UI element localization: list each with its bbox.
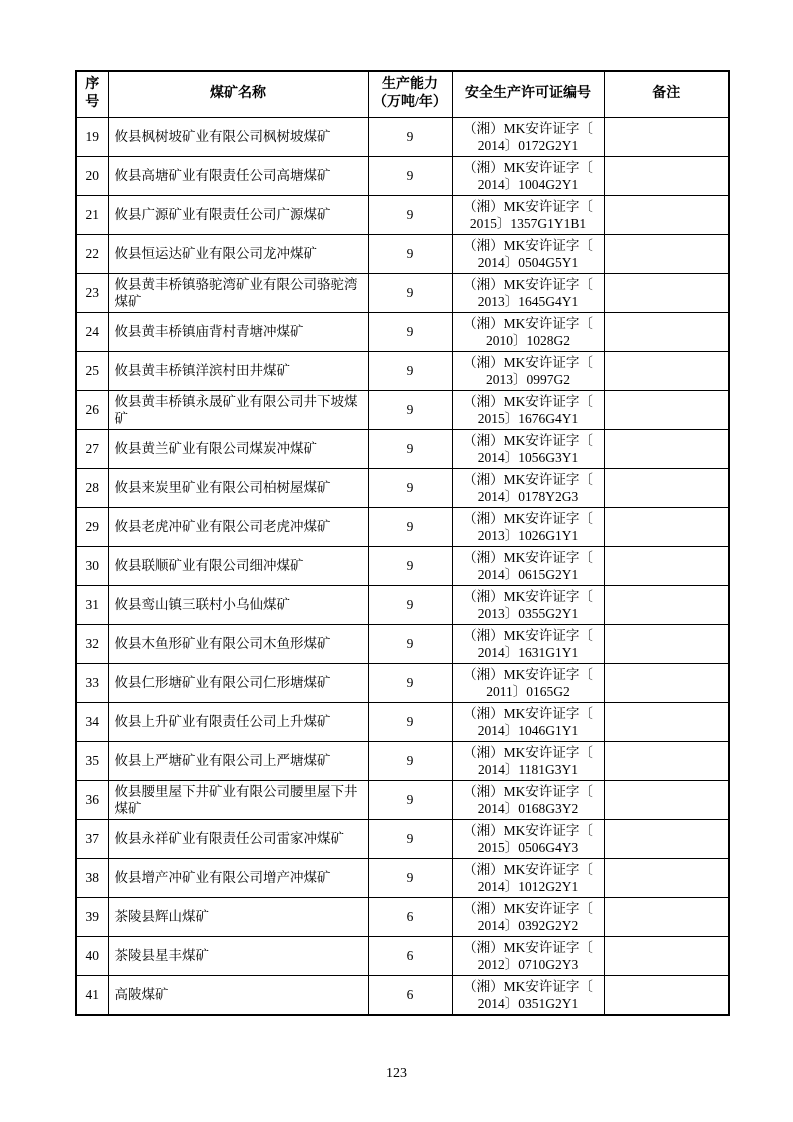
cell-mine-name: 攸县仁形塘矿业有限公司仁形塘煤矿 xyxy=(108,663,368,702)
page-number: 123 xyxy=(386,1066,407,1081)
cell-mine-name: 茶陵县星丰煤矿 xyxy=(108,936,368,975)
cell-serial-number: 39 xyxy=(76,897,108,936)
cell-serial-number: 36 xyxy=(76,780,108,819)
table-row xyxy=(76,273,729,312)
cell-mine-name: 攸县黄丰桥镇洋滨村田井煤矿 xyxy=(108,351,368,390)
header-mine-name: 煤矿名称 xyxy=(108,71,368,117)
cell-serial-number: 24 xyxy=(76,312,108,351)
cell-remark xyxy=(604,312,729,351)
table-row xyxy=(76,234,729,273)
cell-remark xyxy=(604,819,729,858)
cell-mine-name: 茶陵县辉山煤矿 xyxy=(108,897,368,936)
cell-capacity: 9 xyxy=(368,273,452,312)
table-row xyxy=(76,351,729,390)
cell-remark xyxy=(604,351,729,390)
cell-serial-number: 41 xyxy=(76,975,108,1015)
table-row xyxy=(76,975,729,1015)
cell-capacity: 9 xyxy=(368,507,452,546)
cell-license-number: （湘）MK安许证字〔 2014〕0351G2Y1 xyxy=(452,975,604,1015)
cell-license-number: （湘）MK安许证字〔 2014〕1056G3Y1 xyxy=(452,429,604,468)
cell-mine-name: 攸县腰里屋下井矿业有限公司腰里屋下井煤矿 xyxy=(108,780,368,819)
cell-license-number: （湘）MK安许证字〔 2014〕0178Y2G3 xyxy=(452,468,604,507)
cell-license-number: （湘）MK安许证字〔 2014〕1046G1Y1 xyxy=(452,702,604,741)
cell-serial-number: 37 xyxy=(76,819,108,858)
table-row xyxy=(76,312,729,351)
cell-license-number: （湘）MK安许证字〔 2014〕0172G2Y1 xyxy=(452,117,604,156)
cell-remark xyxy=(604,741,729,780)
table-row xyxy=(76,663,729,702)
cell-capacity: 9 xyxy=(368,351,452,390)
cell-license-number: （湘）MK安许证字〔 2013〕1645G4Y1 xyxy=(452,273,604,312)
cell-capacity: 6 xyxy=(368,936,452,975)
cell-capacity: 9 xyxy=(368,858,452,897)
cell-mine-name: 攸县枫树坡矿业有限公司枫树坡煤矿 xyxy=(108,117,368,156)
cell-remark xyxy=(604,234,729,273)
cell-remark xyxy=(604,117,729,156)
cell-capacity: 9 xyxy=(368,234,452,273)
table-row xyxy=(76,819,729,858)
cell-mine-name: 攸县木鱼形矿业有限公司木鱼形煤矿 xyxy=(108,624,368,663)
cell-license-number: （湘）MK安许证字〔 2014〕1012G2Y1 xyxy=(452,858,604,897)
table-row xyxy=(76,117,729,156)
cell-capacity: 9 xyxy=(368,312,452,351)
table-row xyxy=(76,468,729,507)
header-serial-number: 序号 xyxy=(76,71,108,117)
cell-license-number: （湘）MK安许证字〔 2015〕1676G4Y1 xyxy=(452,390,604,429)
cell-capacity: 9 xyxy=(368,195,452,234)
cell-license-number: （湘）MK安许证字〔 2014〕1004G2Y1 xyxy=(452,156,604,195)
cell-mine-name: 攸县黄兰矿业有限公司煤炭冲煤矿 xyxy=(108,429,368,468)
table-header-row xyxy=(76,71,729,117)
table-row xyxy=(76,897,729,936)
cell-capacity: 9 xyxy=(368,780,452,819)
cell-capacity: 9 xyxy=(368,702,452,741)
cell-remark xyxy=(604,936,729,975)
cell-mine-name: 攸县老虎冲矿业有限公司老虎冲煤矿 xyxy=(108,507,368,546)
cell-capacity: 9 xyxy=(368,429,452,468)
table-row xyxy=(76,624,729,663)
cell-remark xyxy=(604,429,729,468)
cell-mine-name: 攸县鸾山镇三联村小乌仙煤矿 xyxy=(108,585,368,624)
cell-license-number: （湘）MK安许证字〔 2014〕1631G1Y1 xyxy=(452,624,604,663)
cell-mine-name: 攸县黄丰桥镇庙背村青塘冲煤矿 xyxy=(108,312,368,351)
cell-mine-name: 攸县上严塘矿业有限公司上严塘煤矿 xyxy=(108,741,368,780)
table-row xyxy=(76,780,729,819)
cell-remark xyxy=(604,390,729,429)
cell-serial-number: 32 xyxy=(76,624,108,663)
table-row xyxy=(76,585,729,624)
cell-license-number: （湘）MK安许证字〔 2011〕0165G2 xyxy=(452,663,604,702)
cell-remark xyxy=(604,546,729,585)
cell-remark xyxy=(604,975,729,1015)
cell-remark xyxy=(604,858,729,897)
cell-license-number: （湘）MK安许证字〔 2014〕1181G3Y1 xyxy=(452,741,604,780)
cell-remark xyxy=(604,897,729,936)
cell-capacity: 9 xyxy=(368,546,452,585)
cell-capacity: 9 xyxy=(368,741,452,780)
cell-capacity: 9 xyxy=(368,663,452,702)
cell-license-number: （湘）MK安许证字〔 2010〕1028G2 xyxy=(452,312,604,351)
table-row xyxy=(76,507,729,546)
cell-remark xyxy=(604,273,729,312)
header-remark: 备注 xyxy=(604,71,729,117)
table-row xyxy=(76,858,729,897)
cell-license-number: （湘）MK安许证字〔 2014〕0392G2Y2 xyxy=(452,897,604,936)
cell-serial-number: 22 xyxy=(76,234,108,273)
cell-capacity: 6 xyxy=(368,975,452,1015)
cell-serial-number: 31 xyxy=(76,585,108,624)
cell-capacity: 9 xyxy=(368,468,452,507)
cell-serial-number: 19 xyxy=(76,117,108,156)
cell-capacity: 9 xyxy=(368,117,452,156)
cell-serial-number: 38 xyxy=(76,858,108,897)
table-row xyxy=(76,195,729,234)
cell-mine-name: 攸县联顺矿业有限公司细冲煤矿 xyxy=(108,546,368,585)
coal-mine-table xyxy=(75,70,730,1016)
cell-capacity: 9 xyxy=(368,156,452,195)
cell-mine-name: 攸县黄丰桥镇骆驼湾矿业有限公司骆驼湾煤矿 xyxy=(108,273,368,312)
cell-license-number: （湘）MK安许证字〔 2012〕0710G2Y3 xyxy=(452,936,604,975)
cell-mine-name: 攸县黄丰桥镇永晟矿业有限公司井下坡煤矿 xyxy=(108,390,368,429)
table-row xyxy=(76,156,729,195)
cell-serial-number: 23 xyxy=(76,273,108,312)
cell-serial-number: 27 xyxy=(76,429,108,468)
cell-serial-number: 40 xyxy=(76,936,108,975)
cell-mine-name: 攸县高塘矿业有限责任公司高塘煤矿 xyxy=(108,156,368,195)
cell-remark xyxy=(604,195,729,234)
table-row xyxy=(76,546,729,585)
cell-license-number: （湘）MK安许证字〔 2014〕0615G2Y1 xyxy=(452,546,604,585)
header-capacity: 生产能力 （万吨/年） xyxy=(368,71,452,117)
table-row xyxy=(76,390,729,429)
cell-license-number: （湘）MK安许证字〔 2015〕0506G4Y3 xyxy=(452,819,604,858)
cell-mine-name: 攸县增产冲矿业有限公司增产冲煤矿 xyxy=(108,858,368,897)
cell-mine-name: 攸县上升矿业有限责任公司上升煤矿 xyxy=(108,702,368,741)
cell-remark xyxy=(604,624,729,663)
cell-mine-name: 高陂煤矿 xyxy=(108,975,368,1015)
cell-remark xyxy=(604,663,729,702)
table-row xyxy=(76,429,729,468)
cell-serial-number: 34 xyxy=(76,702,108,741)
cell-capacity: 9 xyxy=(368,624,452,663)
cell-remark xyxy=(604,156,729,195)
cell-serial-number: 20 xyxy=(76,156,108,195)
cell-capacity: 6 xyxy=(368,897,452,936)
header-license-number: 安全生产许可证编号 xyxy=(452,71,604,117)
cell-serial-number: 35 xyxy=(76,741,108,780)
cell-mine-name: 攸县广源矿业有限责任公司广源煤矿 xyxy=(108,195,368,234)
cell-serial-number: 28 xyxy=(76,468,108,507)
cell-capacity: 9 xyxy=(368,585,452,624)
table-row xyxy=(76,702,729,741)
cell-remark xyxy=(604,702,729,741)
cell-mine-name: 攸县永祥矿业有限责任公司雷家冲煤矿 xyxy=(108,819,368,858)
cell-capacity: 9 xyxy=(368,819,452,858)
cell-license-number: （湘）MK安许证字〔 2014〕0504G5Y1 xyxy=(452,234,604,273)
cell-mine-name: 攸县来炭里矿业有限公司柏树屋煤矿 xyxy=(108,468,368,507)
cell-remark xyxy=(604,468,729,507)
cell-remark xyxy=(604,780,729,819)
cell-license-number: （湘）MK安许证字〔 2015〕1357G1Y1B1 xyxy=(452,195,604,234)
cell-license-number: （湘）MK安许证字〔 2014〕0168G3Y2 xyxy=(452,780,604,819)
cell-serial-number: 25 xyxy=(76,351,108,390)
cell-serial-number: 29 xyxy=(76,507,108,546)
cell-serial-number: 33 xyxy=(76,663,108,702)
cell-remark xyxy=(604,585,729,624)
cell-license-number: （湘）MK安许证字〔 2013〕1026G1Y1 xyxy=(452,507,604,546)
cell-serial-number: 21 xyxy=(76,195,108,234)
table-row xyxy=(76,741,729,780)
cell-license-number: （湘）MK安许证字〔 2013〕0997G2 xyxy=(452,351,604,390)
table-row xyxy=(76,936,729,975)
cell-remark xyxy=(604,507,729,546)
cell-license-number: （湘）MK安许证字〔 2013〕0355G2Y1 xyxy=(452,585,604,624)
cell-capacity: 9 xyxy=(368,390,452,429)
cell-mine-name: 攸县恒运达矿业有限公司龙冲煤矿 xyxy=(108,234,368,273)
cell-serial-number: 26 xyxy=(76,390,108,429)
cell-serial-number: 30 xyxy=(76,546,108,585)
